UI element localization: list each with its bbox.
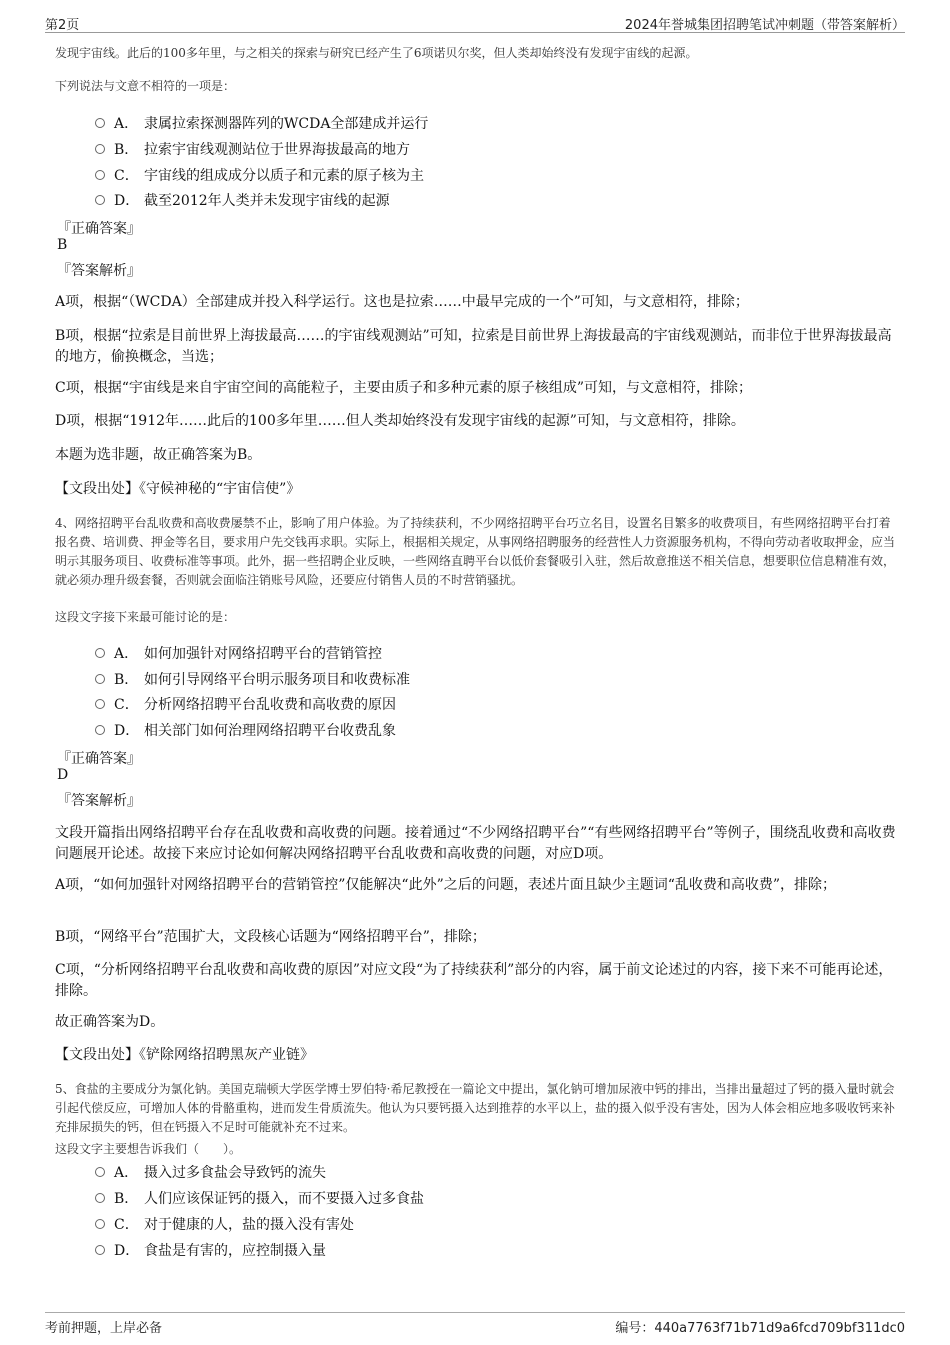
radio-icon[interactable]	[95, 1245, 105, 1255]
q3-analysis-d: D项，根据“1912年……此后的100多年里……但人类却始终没有发现宇宙线的起源”可知，与文意相符，排除。	[55, 413, 745, 429]
q4-passage: 4、网络招聘平台乱收费和高收费屡禁不止，影响了用户体验。为了持续获利，不少网络招聘平台巧立名目，设置名目繁多的收费项目，有些网络招聘平台打着报名费、培训费、押金等名目，要求用户先交钱再求职。实际上，根据相关规定，从事网络招聘服务的经营性人力资源服务机构，不得向劳动者收取押金，应当明示其服务项目、收费标准等事项。此外，据一些招聘企业反映，一些网络直聘平台以低价套餐吸引入驻，然后故意推送不相关信息，想要职位信息精准有效，就必须办理升级套餐，否则就会面临注销账号风险，还要应付销售人员的不时营销骚扰。	[55, 516, 896, 587]
q3-analysis-label: 『答案解析』	[57, 263, 141, 279]
q4-analysis-summary: 文段开篇指出网络招聘平台存在乱收费和高收费的问题。接着通过“不少网络招聘平台”“有些网络招聘平台”等例子，围绕乱收费和高收费问题展开论述。故接下来应讨论如何解决网络招聘平台乱收费和高收费的问题，对应D项。	[55, 825, 896, 862]
q3-conclusion: 本题为选非题，故正确答案为B。	[55, 447, 262, 463]
q4-answer-label: 『正确答案』	[57, 751, 141, 767]
radio-icon[interactable]	[95, 170, 105, 180]
page-footer	[45, 1312, 905, 1335]
radio-icon[interactable]	[95, 725, 105, 735]
q3-option-a[interactable]: A． 隶属拉索探测器阵列的WCDA全部建成并运行	[95, 113, 428, 135]
q4-analysis-b: B项，“网络平台”范围扩大，文段核心话题为“网络招聘平台”，排除；	[55, 929, 486, 945]
q4-option-b[interactable]: B． 如何引导网络平台明示服务项目和收费标准	[95, 669, 410, 691]
q3-answer: B	[57, 237, 68, 253]
q3-option-d[interactable]: D． 截至2012年人类并未发现宇宙线的起源	[95, 190, 390, 212]
q4-source: 【文段出处】《铲除网络招聘黑灰产业链》	[55, 1047, 314, 1063]
q5-option-c[interactable]: C． 对于健康的人，盐的摄入没有害处	[95, 1214, 354, 1236]
radio-icon[interactable]	[95, 1193, 105, 1203]
q4-prompt: 这段文字接下来最可能讨论的是：	[55, 610, 236, 624]
q3-passage-tail: 发现宇宙线。此后的100多年里，与之相关的探索与研究已经产生了6项诺贝尔奖，但人类却始终没有发现宇宙线的起源。	[55, 46, 698, 60]
footer-slogan: 考前押题，上岸必备	[45, 1321, 163, 1336]
q3-answer-label: 『正确答案』	[57, 221, 141, 237]
radio-icon[interactable]	[95, 1219, 105, 1229]
q3-analysis-c: C项，根据“宇宙线是来自宇宙空间的高能粒子，主要由质子和多种元素的原子核组成”可知，与文意相符，排除；	[55, 380, 753, 396]
q4-option-d[interactable]: D． 相关部门如何治理网络招聘平台收费乱象	[95, 720, 396, 742]
q3-option-b[interactable]: B． 拉索宇宙线观测站位于世界海拔最高的地方	[95, 139, 410, 161]
q5-prompt: 这段文字主要想告诉我们（ ）。	[55, 1142, 242, 1156]
q3-option-c[interactable]: C． 宇宙线的组成成分以质子和元素的原子核为主	[95, 165, 424, 187]
page-header	[45, 12, 905, 33]
radio-icon[interactable]	[95, 648, 105, 658]
q4-option-a[interactable]: A． 如何加强针对网络招聘平台的营销管控	[95, 643, 382, 665]
q5-passage: 5、食盐的主要成分为氯化钠。美国克瑞顿大学医学博士罗伯特·希尼教授在一篇论文中提出，氯化钠可增加尿液中钙的排出，当排出量超过了钙的摄入量时就会引起代偿反应，可增加人体的骨骼重构，进而发生骨质流失。他认为只要钙摄入达到推荐的水平以上，盐的摄入似乎没有害处，因为人体会相应地多吸收钙来补充排尿损失的钙，但在钙摄入不足时可能就补充不过来。	[55, 1082, 896, 1134]
radio-icon[interactable]	[95, 1167, 105, 1177]
document-title: 2024年誉城集团招聘笔试冲刺题（带答案解析）	[624, 18, 905, 33]
q5-option-d[interactable]: D． 食盐是有害的，应控制摄入量	[95, 1240, 326, 1262]
document-id: 编号：440a7763f71b71d9a6fcd709bf311dc0	[615, 1321, 905, 1336]
q3-source: 【文段出处】《守候神秘的“宇宙信使”》	[55, 481, 301, 497]
radio-icon[interactable]	[95, 674, 105, 684]
q4-analysis-label: 『答案解析』	[57, 793, 141, 809]
q3-prompt: 下列说法与文意不相符的一项是：	[55, 79, 236, 93]
q4-option-c[interactable]: C． 分析网络招聘平台乱收费和高收费的原因	[95, 694, 396, 716]
page-number: 第2页	[45, 18, 80, 33]
q5-option-b[interactable]: B． 人们应该保证钙的摄入，而不要摄入过多食盐	[95, 1188, 424, 1210]
radio-icon[interactable]	[95, 699, 105, 709]
q5-option-a[interactable]: A． 摄入过多食盐会导致钙的流失	[95, 1162, 326, 1184]
q4-analysis-c: C项，“分析网络招聘平台乱收费和高收费的原因”对应文段“为了持续获利”部分的内容，属于前文论述过的内容，接下来不可能再论述，排除。	[55, 962, 893, 999]
q3-analysis-b: B项，根据“拉索是目前世界上海拔最高……的宇宙线观测站”可知，拉索是目前世界上海拔最高的宇宙线观测站，而非位于世界海拔最高的地方，偷换概念，当选；	[55, 328, 892, 365]
radio-icon[interactable]	[95, 144, 105, 154]
radio-icon[interactable]	[95, 195, 105, 205]
q4-conclusion: 故正确答案为D。	[55, 1014, 165, 1030]
radio-icon[interactable]	[95, 118, 105, 128]
q4-analysis-a: A项，“如何加强针对网络招聘平台的营销管控”仅能解决“此外”之后的问题，表述片面且缺少主题词“乱收费和高收费”，排除；	[55, 877, 837, 893]
q4-answer: D	[57, 767, 69, 783]
q3-analysis-a: A项，根据“（WCDA）全部建成并投入科学运行。这也是拉索……中最早完成的一个”可知，与文意相符，排除；	[55, 294, 749, 310]
